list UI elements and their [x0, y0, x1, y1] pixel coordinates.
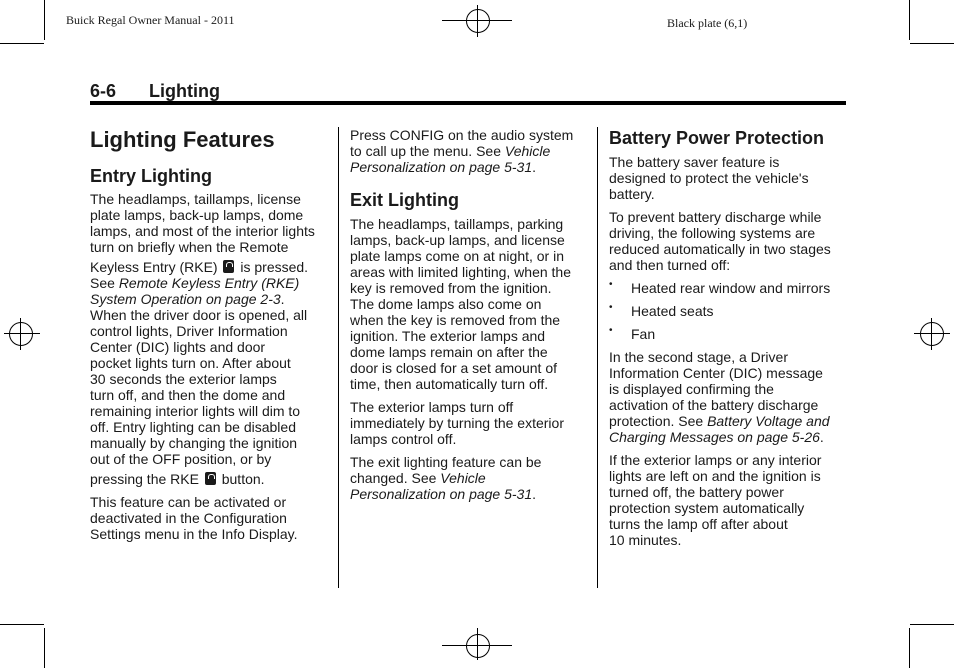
list-item: • Fan: [609, 326, 849, 342]
column-3: [609, 127, 849, 555]
reduced-systems-list: [609, 280, 849, 342]
exterior-lamps-paragraph: The exterior lamps turn off immediately by turning the exterior lamps control off.: [350, 399, 564, 447]
battery-voltage-reference: Battery Voltage and: [707, 413, 830, 429]
column-2: [350, 127, 590, 509]
exit-feature-paragraph: The exit lighting feature can be changed. See Vehicle Personalization on page 5-31.: [350, 454, 542, 502]
crop-mark: [0, 624, 44, 625]
section-rule: [90, 101, 846, 105]
personalization-reference-page: Personalization on page 5-31: [350, 159, 533, 175]
section-title: Lighting: [149, 81, 220, 101]
unlock-icon: [223, 260, 234, 273]
crop-mark: [909, 628, 910, 668]
lock-icon: [205, 472, 216, 485]
config-paragraph: Press CONFIG on the audio system to call up the menu. See Vehicle Personalization on page 5-31.: [350, 127, 574, 175]
crop-mark: [910, 43, 954, 44]
crop-mark: [909, 0, 910, 40]
configuration-paragraph: This feature can be activated or deactivated in the Configuration Settings menu in the Info Display.: [90, 494, 298, 542]
crop-mark: [44, 0, 45, 40]
personalization-reference-page-2: Personalization on page 5-31: [350, 486, 533, 502]
rke-reference-page: System Operation on page 2-3: [90, 291, 281, 307]
crop-mark: [44, 628, 45, 668]
exit-lighting-paragraph: The headlamps, taillamps, parking lamps, back-up lamps, and license plate lamps come on at night, or in areas with limited lighting, when the key is removed from the ignition. The dome lamps also come on when the key is removed from the ignition. The exterior lamps and dome lamps remain on after the door is closed for a set amount of time, then automatically turn off.: [350, 216, 572, 392]
crop-mark: [910, 624, 954, 625]
crop-mark: [0, 43, 44, 44]
plate-label: Black plate (6,1): [667, 16, 748, 30]
column-divider: [338, 127, 339, 588]
column-divider: [597, 127, 598, 588]
section-number: 6-6: [90, 81, 117, 101]
column-1: [90, 127, 332, 549]
battery-saver-paragraph: The battery saver feature is designed to protect the vehicle's battery.: [609, 154, 809, 202]
rke-reference: Remote Keyless Entry (RKE): [118, 275, 300, 291]
interior-lights-paragraph: If the exterior lamps or any interior lights are left on and the ignition is turned off, the battery power protection system automatically turns the lamp off after about 10 minutes.: [609, 452, 822, 548]
entry-lighting-heading: Entry Lighting: [90, 166, 212, 186]
battery-discharge-paragraph: To prevent battery discharge while driving, the following systems are reduced automatically in two stages and then turned off:: [609, 209, 831, 273]
battery-voltage-reference-page: Charging Messages on page 5-26: [609, 429, 820, 445]
manual-title: Buick Regal Owner Manual - 2011: [66, 13, 235, 27]
page-heading: Lighting Features: [90, 127, 275, 152]
list-item: • Heated seats: [609, 303, 849, 319]
personalization-reference-2: Vehicle: [440, 470, 486, 486]
battery-protection-heading: Battery Power Protection: [609, 128, 825, 148]
entry-lighting-paragraph: The headlamps, taillamps, license plate lamps, back-up lamps, dome lamps, and most of the interior lights turn on briefly when the Remote Keyless Entry (RKE) is pressed. See Remote Keyless Entry (RKE) System Operation on page 2-3. When the driver door is opened, all control lights, Driver Information Center (DIC) lights and door pocket lights turn on. After about 30 seconds the exterior lamps turn off, and then the dome and remaining interior lights will dim to off. Entry lighting can be disabled manually by changing the ignition out of the OFF position, or by pressing the RKE button.: [90, 191, 315, 487]
list-item: • Heated rear window and mirrors: [609, 280, 849, 296]
exit-lighting-heading: Exit Lighting: [350, 190, 459, 210]
personalization-reference: Vehicle: [504, 143, 551, 159]
second-stage-paragraph: In the second stage, a Driver Information Center (DIC) message is displayed confirming the activation of the battery discharge protection. See Battery Voltage and Charging Messages on page 5-26.: [609, 349, 830, 445]
